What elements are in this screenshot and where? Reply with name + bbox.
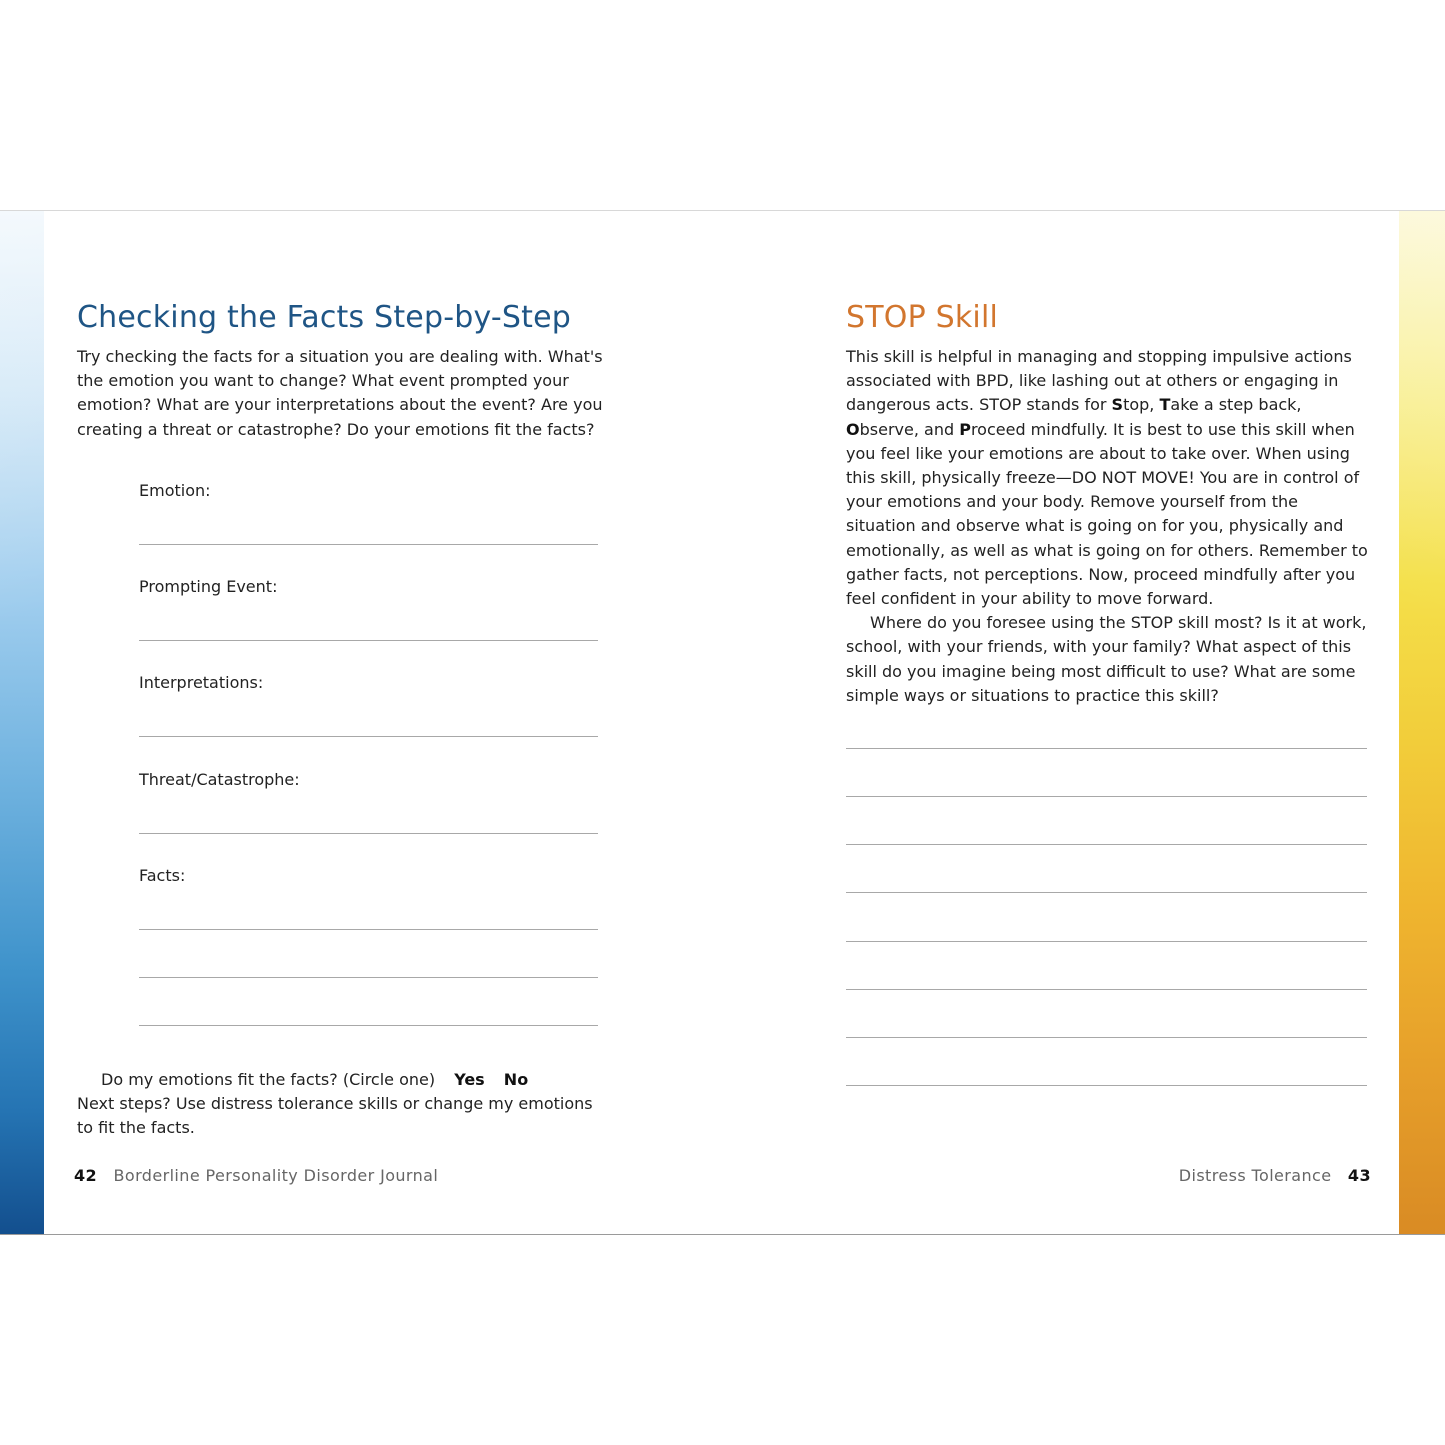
facts-write-line[interactable] [139, 1025, 598, 1026]
stop-letter-p: P [959, 419, 971, 439]
left-running-head: Borderline Personality Disorder Journal [113, 1166, 439, 1185]
no-option[interactable]: No [503, 1070, 529, 1089]
answer-write-line[interactable] [846, 1037, 1367, 1038]
prompting-event-label: Prompting Event: [139, 577, 278, 596]
circle-one-block [77, 1068, 597, 1141]
stop-word-rest: bserve, and [859, 419, 960, 439]
next-steps-text: Next steps? Use distress tolerance skills or change my emotions to fit the facts. [77, 1094, 593, 1138]
stop-p1-rest: roceed mindfully. It is best to use this skill when you feel like your emotions are about to take over. When using this skill, physically freeze—DO NOT MOVE! You are in control of your emotions and your body. Remove yourself from the situation and observe what is going on for you, physically and emotionally, as well as what is going on for others. Remember to gather facts, not perceptions. Now, proceed mindfully after you feel confident in your ability to move forward. [846, 419, 1368, 609]
book-spread [0, 210, 1445, 1235]
left-edge-blue-band [0, 211, 44, 1234]
threat-write-line[interactable] [139, 833, 598, 834]
right-running-head: Distress Tolerance [1178, 1166, 1332, 1185]
yes-option[interactable]: Yes [454, 1070, 485, 1089]
threat-catastrophe-label: Threat/Catastrophe: [139, 770, 300, 789]
stop-word-rest: top, [1123, 395, 1160, 415]
answer-write-line[interactable] [846, 748, 1367, 749]
circle-one-question: Do my emotions fit the facts? (Circle one) [101, 1070, 436, 1089]
facts-write-line[interactable] [139, 929, 598, 930]
right-edge-yellow-band [1399, 211, 1445, 1234]
emotion-label: Emotion: [139, 481, 211, 500]
prompting-event-write-line[interactable] [139, 640, 598, 641]
stop-p2: Where do you foresee using the STOP skill most? Is it at work, school, with your friends, with your family? What aspect of this skill do you imagine being most difficult to use? What are some simple ways or situations to practice this skill? [846, 613, 1367, 705]
left-page-title: Checking the Facts Step-by-Step [77, 300, 572, 335]
interpretations-label: Interpretations: [139, 673, 264, 692]
stop-skill-text [846, 345, 1371, 708]
left-page-intro: Try checking the facts for a situation you are dealing with. What's the emotion you want to change? What event prompted your emotion? What are your interpretations about the event? Are you creating a threat or catastrophe? Do your emotions fit the facts? [77, 347, 603, 439]
stop-letter-s: S [1111, 395, 1124, 415]
right-page-footer [1179, 1166, 1371, 1185]
stop-p1-intro: This skill is helpful in managing and stopping impulsive actions associated with BPD, like lashing out at others or engaging in dangerous acts. STOP stands for [846, 347, 1352, 415]
stop-word-rest: ake a step back, [1170, 395, 1302, 415]
left-page-footer [74, 1166, 438, 1185]
facts-label: Facts: [139, 866, 186, 885]
left-page-number: 42 [74, 1166, 98, 1185]
right-page-title: STOP Skill [846, 300, 999, 335]
right-page-number: 43 [1347, 1166, 1371, 1185]
answer-write-line[interactable] [846, 844, 1367, 845]
answer-write-line[interactable] [846, 1085, 1367, 1086]
emotion-write-line[interactable] [139, 544, 598, 545]
stop-letter-o: O [846, 419, 860, 439]
answer-write-line[interactable] [846, 941, 1367, 942]
answer-write-line[interactable] [846, 989, 1367, 990]
interpretations-write-line[interactable] [139, 736, 598, 737]
facts-write-line[interactable] [139, 977, 598, 978]
answer-write-line[interactable] [846, 892, 1367, 893]
stop-letter-t: T [1159, 395, 1171, 415]
answer-write-line[interactable] [846, 796, 1367, 797]
